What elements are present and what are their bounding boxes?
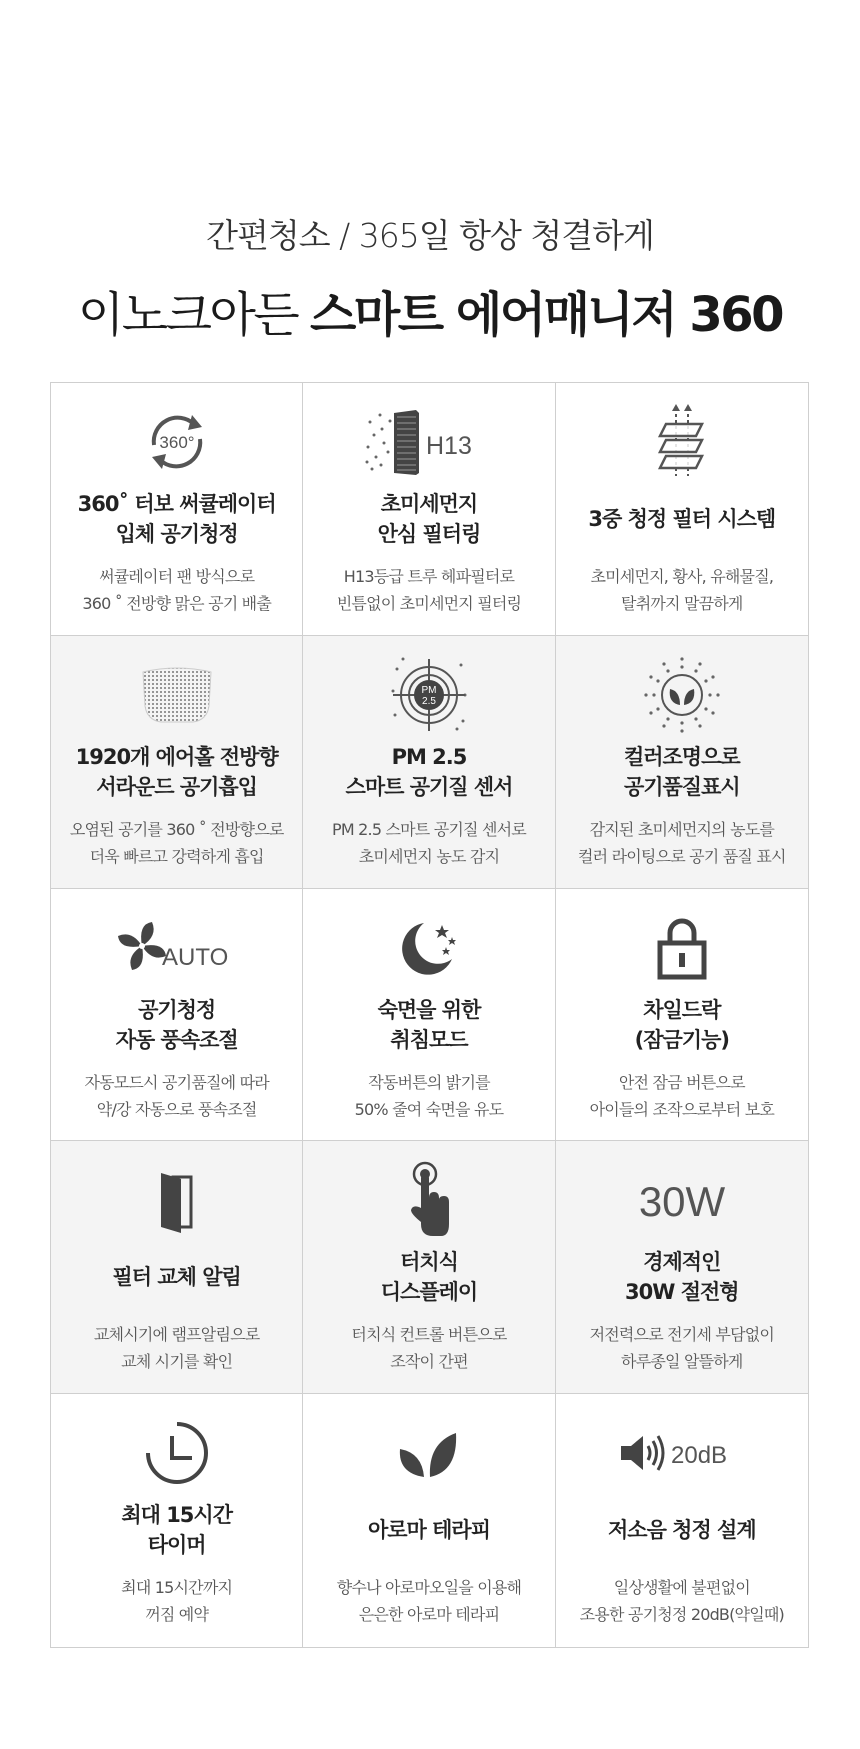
- feature-title: 3중 청정 필터 시스템: [588, 507, 776, 531]
- feature-desc: 저전력으로 전기세 부담없이 하루종일 알뜰하게: [589, 1325, 775, 1372]
- icon-label-25: 2.5: [422, 695, 436, 707]
- feature-desc: 일상생활에 불편없이 조용한 공기청정 20dB(약일때): [579, 1578, 784, 1625]
- feature-title: 360˚ 터보 써큘레이터 입체 공기청정: [77, 492, 276, 546]
- feature-desc: H13등급 트루 헤파필터로 빈틈없이 초미세먼지 필터링: [336, 567, 522, 613]
- feature-title: 경제적인 30W 절전형: [625, 1250, 739, 1305]
- feature-cell-touch-display: [303, 1141, 555, 1394]
- feature-title: 필터 교체 알림: [112, 1265, 241, 1290]
- icon-label-30w: 30W: [638, 1178, 725, 1226]
- moon-stars-icon: [394, 913, 464, 983]
- touch-hand-icon: [399, 1160, 459, 1240]
- page-subtitle: 간편청소 / 365일 항상 청결하게: [206, 216, 654, 255]
- icon-label-360: 360°: [159, 433, 195, 452]
- feature-desc: 향수나 아로마오일을 이용해 은은한 아로마 테라피: [336, 1578, 522, 1625]
- h13-filter-icon: [364, 407, 494, 477]
- feature-cell-auto-fan: [51, 889, 303, 1142]
- feature-cell-triple-filter: [556, 383, 808, 636]
- feature-cell-h13-filter: [303, 383, 555, 636]
- feature-desc: 안전 잠금 버튼으로 아이들의 조작으로부터 보호: [589, 1072, 775, 1119]
- icon-label-20db: 20dB: [670, 1442, 727, 1470]
- feature-desc: 작동버튼의 밝기를 50% 줄여 숙면을 유도: [354, 1072, 504, 1119]
- icon-label-auto: AUTO: [161, 943, 228, 971]
- feature-title: 숙면을 위한 취침모드: [377, 997, 481, 1052]
- feature-cell-aroma: [303, 1394, 555, 1647]
- feature-desc: 써큘레이터 팬 방식으로 360 ˚ 전방향 맑은 공기 배출: [82, 567, 271, 613]
- lock-icon: [652, 913, 712, 983]
- pm25-sensor-icon: [389, 655, 469, 735]
- feature-title: 1920개 에어홀 전방향 서라운드 공기흡입: [75, 744, 278, 799]
- feature-title: 터치식 디스플레이: [380, 1250, 478, 1305]
- triple-filter-icon: [652, 404, 712, 480]
- feature-desc: 감지된 초미세먼지의 농도를 컬러 라이팅으로 공기 품질 표시: [577, 819, 786, 866]
- feature-cell-360-circulator: [51, 383, 303, 636]
- feature-title: 아로마 테라피: [367, 1518, 490, 1543]
- fan-auto-icon: [112, 918, 242, 978]
- color-light-icon: [642, 655, 722, 735]
- feature-desc: 최대 15시간까지 꺼짐 예약: [121, 1578, 233, 1625]
- clock-timer-icon: [142, 1418, 212, 1488]
- feature-desc: 오염된 공기를 360 ˚ 전방향으로 더욱 빠르고 강력하게 흡입: [69, 819, 284, 866]
- feature-desc: 교체시기에 램프알림으로 교체 시기를 확인: [93, 1325, 260, 1372]
- brand-name: 이노크아든: [77, 287, 311, 343]
- power-30w-icon: [622, 1170, 742, 1230]
- feature-desc: 자동모드시 공기품질에 따라 약/강 자동으로 풍속조절: [84, 1072, 269, 1119]
- feature-title: 공기청정 자동 풍속조절: [115, 997, 238, 1052]
- air-intake-icon: [139, 662, 215, 728]
- feature-title: 컬러조명으로 공기품질표시: [623, 744, 740, 799]
- feature-title: PM 2.5 스마트 공기질 센서: [345, 744, 513, 799]
- leaf-aroma-icon: [394, 1423, 464, 1483]
- feature-cell-pm25-sensor: [303, 636, 555, 889]
- feature-cell-power-saving: [556, 1141, 808, 1394]
- feature-title: 최대 15시간 타이머: [121, 1503, 232, 1558]
- feature-title: 차일드락 (잠금기능): [634, 997, 729, 1052]
- feature-title: 초미세먼지 안심 필터링: [377, 492, 481, 546]
- product-name: 스마트 에어매니저 360: [310, 287, 783, 343]
- feature-cell-air-intake: [51, 636, 303, 889]
- feature-desc: 초미세먼지, 황사, 유해물질, 탈취까지 말끔하게: [590, 567, 774, 613]
- page-title: [0, 276, 860, 345]
- speaker-20db-icon: [617, 1428, 747, 1478]
- feature-cell-color-light: [556, 636, 808, 889]
- rotate-360-icon: [142, 407, 212, 477]
- feature-cell-low-noise: [556, 1394, 808, 1647]
- feature-cell-filter-alert: [51, 1141, 303, 1394]
- icon-label-pm: PM: [421, 684, 437, 696]
- feature-desc: 터치식 컨트롤 버튼으로 조작이 간편: [351, 1325, 507, 1372]
- feature-title: 저소음 청정 설계: [608, 1518, 756, 1543]
- filter-replace-icon: [147, 1165, 207, 1235]
- feature-desc: PM 2.5 스마트 공기질 센서로 초미세먼지 농도 감지: [332, 819, 526, 866]
- icon-label-h13: H13: [425, 432, 472, 460]
- feature-cell-sleep-mode: [303, 889, 555, 1142]
- feature-grid: [50, 382, 809, 1648]
- feature-cell-child-lock: [556, 889, 808, 1142]
- feature-cell-timer: [51, 1394, 303, 1647]
